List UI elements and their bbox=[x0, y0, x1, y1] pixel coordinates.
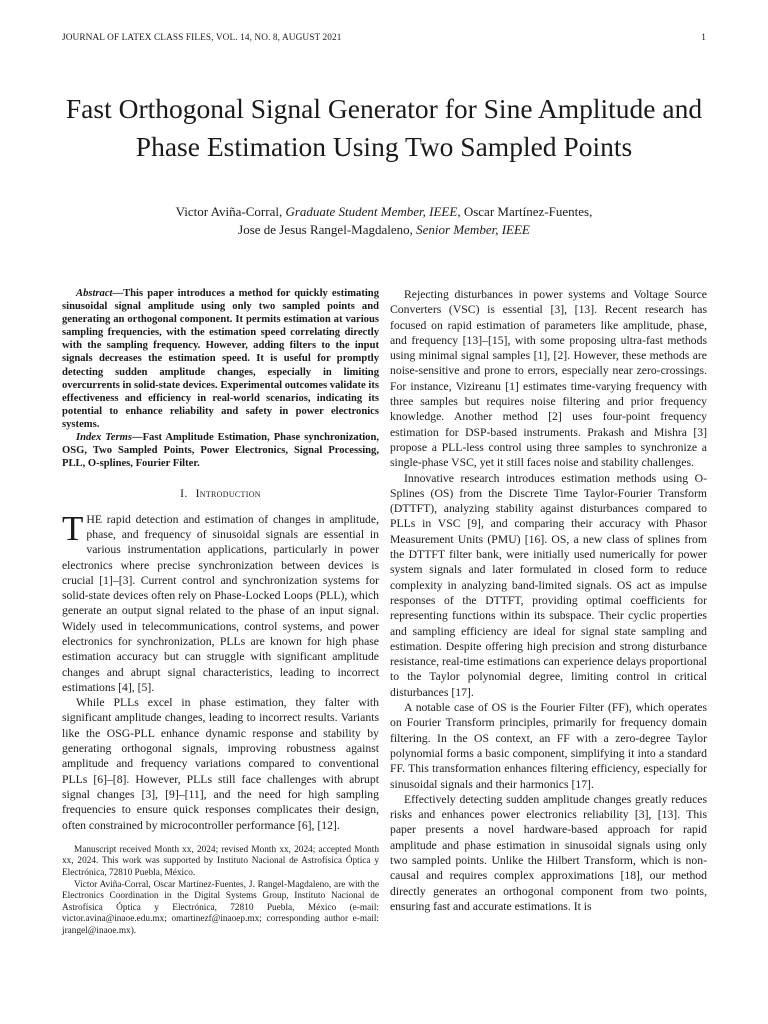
body-paragraph-2: Innovative research introduces estimation methods using O-Splines (OS) from the Discrete Time Taylor-Fourier Transform (DTTFT), analyzing stability against disturbances compared to PLLs in VSC [9], and comparing their accuracy with Phasor Measurement Units (PMU) [16]. OS, a new class of splines from the DTTFT filter bank, were initially used numerically for power system signals and later formulated in closed form to reduce complexity in analyzing band-limited signals. OS act as impulse responses of the DTTFT, providing optimal coefficients for representing functions within its subspace. Their cyclic properties and sampling efficiency are ideal for signal state sampling and estimation. Despite offering high precision and strong disturbance resistance, real-time estimations can experience delays proportional to the Taylor polynomial degree, limiting control in critical disturbances [17]. bbox=[390, 471, 707, 699]
section-title: Introduction bbox=[195, 487, 261, 501]
body-paragraph-4: Effectively detecting sudden amplitude changes greatly reduces risks and enhances power electronics reliability [3], [13]. This paper presents a novel hardware-based approach for rapid amplitude and phase estimation in sinusoidal signals using only two sampled points. Unlike the Hilbert Transform, which is non-causal and requires complex approximations [18], our method directly generates an orthogonal component from two points, ensuring fast and accurate estimations. It is bbox=[390, 792, 707, 913]
running-header bbox=[62, 33, 706, 43]
author-3-role: Senior Member, IEEE bbox=[416, 221, 530, 237]
body-paragraph-3: A notable case of OS is the Fourier Filter (FF), which operates on Fourier Transform principles, primarily for frequency domain filtering. In the OS context, an FF with a zero-degree Taylor polynomial forms a basic component, simplifying it into a standard FF. This transformation enhances filtering efficiency, especially for sinusoidal signals and their harmonics [17]. bbox=[390, 701, 707, 791]
author-2-name: Oscar Martínez-Fuentes, bbox=[463, 204, 593, 219]
author-1-name: Victor Aviña-Corral, bbox=[175, 204, 283, 219]
left-column bbox=[62, 287, 379, 938]
index-terms-label: Index Terms bbox=[76, 432, 132, 444]
footnote-manuscript: Manuscript received Month xx, 2024; revised Month xx, 2024; accepted Month xx, 2024. This work was supported by Instituto Nacional de Astrofísica Óptica y Electrónica, 72810 Puebla, México. bbox=[62, 844, 379, 879]
footnote-block bbox=[62, 845, 379, 938]
body-paragraph-1: Rejecting disturbances in power systems and Voltage Source Converters (VSC) is essential [3], [13]. Recent research has focused on rapid estimation of parameters like amplitude, phase, and frequency [13]–[15], with some proposing ultra-fast methods using minimal signal samples [1], [2]. However, these methods are noise-sensitive and prone to errors, especially near zero-crossings. For instance, Vizireanu [1] estimates time-varying frequency with three samples but requires noise filtering and prior frequency knowledge. Another method [2] uses four-point frequency estimation for DSP-based instruments. Prakash and Mishra [3] propose a PLL-less control using three samples to synchronize a single-phase VSC, yet it still faces noise and stability challenges. bbox=[390, 288, 707, 470]
footnote-affiliation: Victor Aviña-Corral, Oscar Martínez-Fuentes, J. Rangel-Magdaleno, are with the Electronics Coordination in the Digital Systems Group, Instituto Nacional de Astrofísica Óptica y Electrónica, 72810 Puebla, México (e-mail: victor.avina@inaoe.edu.mx; omartinezf@inaoep.mx; corresponding author e-mail: jrangel@inaoe.mx). bbox=[62, 879, 379, 936]
drop-cap: T bbox=[62, 508, 84, 548]
intro-paragraph-2: While PLLs excel in phase estimation, they falter with significant amplitude changes, leading to incorrect results. Variants like the OSG-PLL enhance dynamic response and stability by generating orthogonal signals, improving robustness against amplitude and frequency variations compared to conventional PLLs [6]–[8]. However, PLLs still face challenges with abrupt signal changes [3], [9]–[11], and the need for high sampling frequencies to ensure quick responses complicates their design, often constrained by microcontroller performance [6], [12]. bbox=[62, 696, 379, 832]
author-1-role: Graduate Student Member, IEEE, bbox=[285, 204, 461, 219]
author-3-name: Jose de Jesus Rangel-Magdaleno, bbox=[238, 221, 413, 237]
right-column bbox=[390, 287, 707, 914]
abstract-label: Abstract bbox=[76, 288, 113, 299]
paper-title: Fast Orthogonal Signal Generator for Sine Amplitude and Phase Estimation Using Two Sampled Points bbox=[65, 93, 703, 163]
intro-paragraph-1-text: HE rapid detection and estimation of changes in amplitude, phase, and frequency of sinusoidal signals are essential in various instrumentation applications, particularly in power electronics where precise synchronization between devices is crucial [1]–[3]. Current control and synchronization systems for solid-state devices often rely on Phase-Locked Loops (PLL), which generate an output signal related to the phase of an input signal. Widely used in telecommunications, control systems, and power electronics for synchronization, PLLs are known for high phase estimation accuracy but can struggle with significant amplitude changes and abrupt signal characteristics, leading to incorrect estimations [4], [5]. bbox=[62, 512, 379, 694]
index-terms-text: —Fast Amplitude Estimation, Phase synchronization, OSG, Two Sampled Points, Power Electronics, Signal Processing, PLL, O-splines, Fourier Filter. bbox=[62, 432, 380, 470]
section-heading-introduction bbox=[62, 486, 379, 501]
author-block bbox=[60, 203, 708, 238]
journal-name: JOURNAL OF LATEX CLASS FILES, VOL. 14, NO. 8, AUGUST 2021 bbox=[62, 33, 342, 43]
page-number: 1 bbox=[701, 33, 706, 43]
index-terms bbox=[62, 431, 379, 470]
intro-paragraph-1 bbox=[62, 508, 379, 696]
section-number: I. bbox=[180, 487, 188, 501]
abstract-text: —This paper introduces a method for quickly estimating sinusoidal signal amplitude using only two sampled points and generating an orthogonal component. It permits estimation at various sampling frequencies, with the estimation speed correlating directly with the sampling frequency. However, adding filters to the input signals decreases the estimation speed. It is useful for promptly detecting sudden amplitude changes, especially in limiting overcurrents in solid-state devices. Experimental outcomes validate its effectiveness and efficiency in real-world scenarios, indicating its potential to enhance reliability and safety in power electronics systems. bbox=[62, 288, 379, 430]
abstract bbox=[62, 287, 379, 431]
